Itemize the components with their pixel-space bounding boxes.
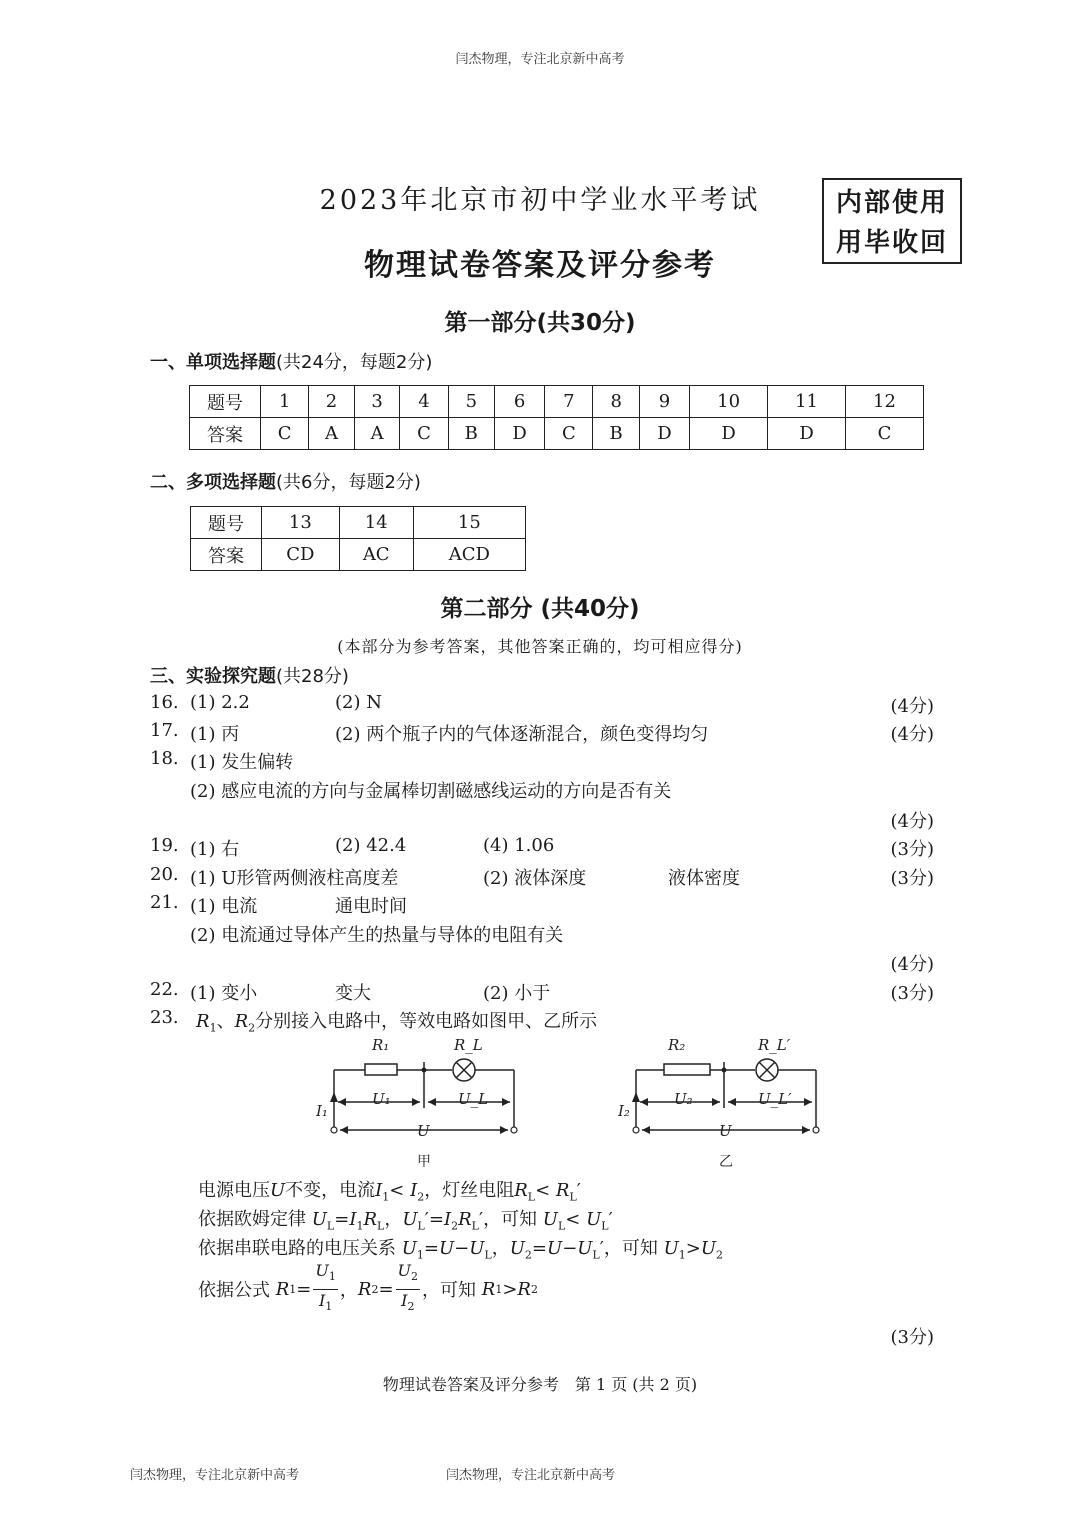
- q18-number: 18.: [150, 748, 179, 769]
- q18-score: (4分): [890, 811, 934, 832]
- label-i1: I₁: [316, 1102, 328, 1120]
- answer-cell: C: [261, 418, 309, 450]
- answer-cell: D: [690, 418, 768, 450]
- q23-line3-mid: ，可知: [603, 1238, 658, 1259]
- fraction-u1-i1: $\frac{U_1}{I_1}$: [315, 1261, 336, 1313]
- question-number: 3: [354, 386, 400, 418]
- q20-answer-1: (1) U形管两侧液柱高度差: [190, 868, 399, 889]
- resistor-r1-icon: [365, 1064, 397, 1075]
- resistor-r2-icon: [664, 1064, 710, 1075]
- answer-cell: A: [354, 418, 400, 450]
- q23-line1-prefix: 电源电压: [198, 1180, 270, 1201]
- q17-answer-1: (1) 丙: [190, 724, 240, 745]
- q19-score: (3分): [890, 839, 934, 860]
- watermark-bottom-left: 闫杰物理，专注北京新中高考: [130, 1468, 300, 1483]
- label-r2: R₂: [668, 1036, 686, 1054]
- experiment-section-title: 三、实验探究题: [150, 666, 276, 687]
- q20-number: 20.: [150, 864, 179, 885]
- q19-answer-2: (2) 42.4: [335, 835, 407, 856]
- label-u: U: [417, 1122, 430, 1140]
- q22-answer-1b: 变大: [335, 983, 371, 1004]
- answer-cell: A: [309, 418, 355, 450]
- multi-choice-title: 二、多项选择题: [150, 472, 276, 493]
- row-label: 答案: [190, 418, 261, 450]
- question-number: 12: [846, 386, 924, 418]
- q22-score: (3分): [890, 983, 934, 1004]
- single-choice-heading: [150, 348, 432, 374]
- question-number: 9: [639, 386, 689, 418]
- q23-line2-mid: ，可知: [483, 1209, 538, 1230]
- answer-cell: D: [768, 418, 846, 450]
- q21-answer-2: (2) 电流通过导体产生的热量与导体的电阻有关: [190, 925, 564, 946]
- label-rl-prime: R_L′: [758, 1036, 791, 1054]
- answer-cell: D: [639, 418, 689, 450]
- question-number: 4: [400, 386, 448, 418]
- answer-cell: B: [593, 418, 639, 450]
- question-number: 2: [309, 386, 355, 418]
- single-choice-table: [189, 385, 924, 450]
- question-number: 7: [545, 386, 593, 418]
- question-number: 6: [494, 386, 544, 418]
- table-row-questions: [190, 386, 924, 418]
- q16-score: (4分): [890, 696, 934, 717]
- q20-answer-2b: 液体密度: [668, 868, 740, 889]
- label-u: U: [719, 1122, 732, 1140]
- q21-score: (4分): [890, 954, 934, 975]
- answer-cell: AC: [339, 539, 413, 571]
- question-number: 10: [690, 386, 768, 418]
- document-title: 物理试卷答案及评分参考: [364, 248, 716, 283]
- single-choice-detail: (共24分，每题2分): [276, 352, 433, 373]
- experiment-section-heading: [150, 662, 349, 688]
- q18-answer-1: (1) 发生偏转: [190, 752, 294, 773]
- label-u1: U₁: [372, 1090, 391, 1108]
- q22-answer-1: (1) 变小: [190, 983, 258, 1004]
- table-row-answers: [190, 418, 924, 450]
- label-rl: R_L: [454, 1036, 483, 1054]
- q23-line4-mid: ，可知: [422, 1280, 477, 1301]
- answer-cell: ACD: [413, 539, 525, 571]
- question-number: 15: [413, 507, 525, 539]
- q23-line1-mid: 不变，电流: [285, 1180, 376, 1201]
- multi-choice-detail: (共6分，每题2分): [276, 472, 421, 493]
- circuit-caption-left: 甲: [417, 1154, 431, 1170]
- q22-number: 22.: [150, 979, 179, 1000]
- answer-cell: C: [545, 418, 593, 450]
- label-r1: R₁: [372, 1036, 390, 1054]
- q22-answer-2: (2) 小于: [483, 983, 551, 1004]
- experiment-section-detail: (共28分): [276, 666, 349, 687]
- question-number: 11: [768, 386, 846, 418]
- label-i2: I₂: [618, 1102, 630, 1120]
- fraction-u2-i2: $\frac{U_2}{I_2}$: [397, 1261, 419, 1313]
- question-number: 1: [261, 386, 309, 418]
- stamp-line-1: 内部使用: [835, 188, 948, 218]
- q23-intro-text: 分别接入电路中，等效电路如图甲、乙所示: [255, 1011, 598, 1032]
- q16-answer-1: (1) 2.2: [190, 692, 250, 713]
- question-number: 13: [262, 507, 340, 539]
- q17-score: (4分): [890, 724, 934, 745]
- q23-line4-prefix: 依据公式: [198, 1280, 270, 1301]
- q16-number: 16.: [150, 692, 179, 713]
- part2-note: (本部分为参考答案，其他答案正确的，均可相应得分): [337, 637, 743, 656]
- circuit-diagram-left: [310, 1030, 540, 1172]
- q23-line-4: 依据公式 R 1 = $\frac{U_1}{I_1}$ ， R 2 = $\frac{U_2}{I_2}$ ，可知 R 1 > R 2: [198, 1264, 538, 1314]
- q21-answer-1b: 通电时间: [335, 896, 407, 917]
- answer-cell: B: [448, 418, 494, 450]
- q16-answer-2: (2) N: [335, 692, 382, 713]
- multi-choice-table: [190, 506, 526, 571]
- circuit-diagram-right: [612, 1030, 842, 1172]
- q23-line3-prefix: 依据串联电路的电压关系: [198, 1238, 396, 1259]
- q23-line2-prefix: 依据欧姆定律: [198, 1209, 306, 1230]
- q21-answer-1: (1) 电流: [190, 896, 258, 917]
- q21-number: 21.: [150, 892, 179, 913]
- label-u2: U₂: [674, 1090, 693, 1108]
- q20-answer-2: (2) 液体深度: [483, 868, 587, 889]
- q17-number: 17.: [150, 720, 179, 741]
- q23-line-3: 依据串联电路的电压关系 $U_1=U-U_L$，$U_2=U-U_L'$，可知 $U_1>U_2$: [198, 1238, 724, 1262]
- watermark-bottom-center: 闫杰物理，专注北京新中高考: [446, 1468, 616, 1483]
- internal-use-stamp: [822, 178, 962, 264]
- current-arrow-icon: [632, 1092, 640, 1102]
- q23-intro: $R_1$、$R_2$分别接入电路中，等效电路如图甲、乙所示: [196, 1011, 598, 1035]
- watermark-top: 闫杰物理，专注北京新中高考: [455, 52, 625, 67]
- stamp-line-2: 用毕收回: [835, 228, 948, 258]
- q18-answer-2: (2) 感应电流的方向与金属棒切割磁感线运动的方向是否有关: [190, 781, 672, 802]
- q20-score: (3分): [890, 868, 934, 889]
- current-arrow-icon: [330, 1092, 338, 1102]
- question-number: 5: [448, 386, 494, 418]
- answer-cell: C: [400, 418, 448, 450]
- row-label: 题号: [191, 507, 262, 539]
- q23-score: (3分): [890, 1327, 934, 1348]
- q23-line-2: 依据欧姆定律 $U_L=I_1R_L$，$U_L'=I_2R_L'$，可知 $U_L< U_L'$: [198, 1209, 613, 1233]
- part1-heading: 第一部分(共30分): [444, 310, 636, 336]
- answer-cell: CD: [262, 539, 340, 571]
- q19-answer-4: (4) 1.06: [483, 835, 555, 856]
- table-row-questions: [191, 507, 526, 539]
- q19-number: 19.: [150, 835, 179, 856]
- answer-cell: D: [494, 418, 544, 450]
- row-label: 题号: [190, 386, 261, 418]
- row-label: 答案: [191, 539, 262, 571]
- question-number: 14: [339, 507, 413, 539]
- part2-heading: 第二部分 (共40分): [440, 596, 640, 622]
- label-ul: U_L: [458, 1090, 489, 1108]
- q17-answer-2: (2) 两个瓶子内的气体逐渐混合，颜色变得均匀: [335, 724, 709, 745]
- q19-answer-1: (1) 右: [190, 839, 240, 860]
- page-footer: 物理试卷答案及评分参考 第 1 页 (共 2 页): [382, 1375, 698, 1394]
- question-number: 8: [593, 386, 639, 418]
- single-choice-title: 一、单项选择题: [150, 352, 276, 373]
- answer-cell: C: [846, 418, 924, 450]
- exam-title: 2023年北京市初中学业水平考试: [319, 185, 761, 216]
- q23-line-1: 电源电压U不变，电流$I_1< I_2$，灯丝电阻$R_L< R_L'$: [198, 1180, 581, 1204]
- table-row-answers: [191, 539, 526, 571]
- label-ul-prime: U_L′: [758, 1090, 792, 1108]
- multi-choice-heading: [150, 468, 421, 494]
- q23-number: 23.: [150, 1007, 179, 1028]
- circuit-caption-right: 乙: [719, 1154, 733, 1170]
- q23-line1-mid2: ，灯丝电阻: [424, 1180, 515, 1201]
